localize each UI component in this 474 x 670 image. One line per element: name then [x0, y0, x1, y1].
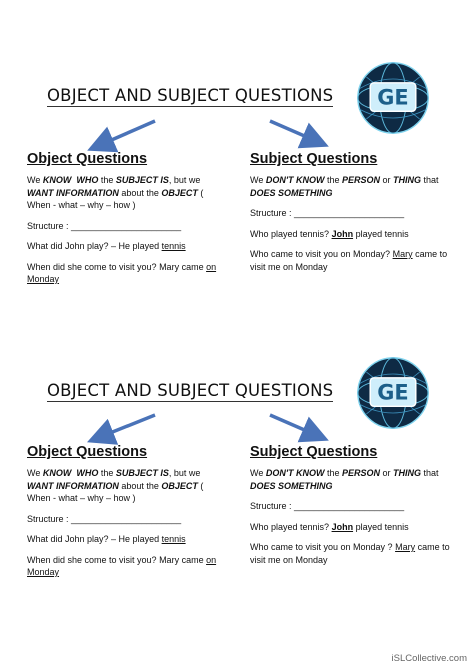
- subject-example-1: [250, 521, 450, 534]
- def-text: the: [324, 175, 342, 185]
- def-keyword: THING: [393, 468, 422, 478]
- def-keyword: SUBJECT IS: [115, 175, 169, 185]
- example-text: What did John play? – He played: [27, 534, 162, 544]
- watermark: iSLCollective.com: [391, 653, 467, 664]
- right-arrow-icon: [270, 415, 316, 435]
- structure-line: Structure : ______________________: [27, 513, 182, 524]
- object-definition: [27, 467, 227, 505]
- section-title: OBJECT AND SUBJECT QUESTIONS: [47, 86, 334, 105]
- structure-line: Structure : ______________________: [250, 208, 405, 218]
- object-questions-column: [27, 443, 227, 587]
- def-text: that: [421, 175, 439, 185]
- object-example-2: [27, 554, 227, 579]
- def-text: that: [421, 468, 439, 478]
- def-keyword: OBJECT: [161, 480, 198, 491]
- example-text: played tennis: [353, 521, 409, 532]
- globe-logo-icon: [355, 355, 431, 431]
- example-text: Who played tennis?: [250, 521, 332, 532]
- example-answer: on Monday: [27, 261, 217, 284]
- def-keyword: DON'T KNOW: [265, 175, 325, 185]
- example-text: When did she come to visit you? Mary came: [27, 554, 207, 565]
- def-text: the: [98, 175, 116, 185]
- example-text: Who played tennis?: [250, 228, 332, 239]
- subject-definition: [250, 467, 450, 492]
- subject-questions-heading: Subject Questions: [250, 444, 378, 460]
- def-keyword: KNOW: [42, 175, 72, 185]
- example-answer: John: [331, 228, 354, 239]
- right-arrow-icon: [270, 121, 316, 141]
- object-example-2: [27, 261, 227, 286]
- example-text: came to visit me on Monday: [250, 542, 450, 565]
- subject-example-2: [250, 541, 450, 566]
- subject-questions-column: [250, 443, 450, 574]
- example-answer: tennis: [161, 534, 186, 544]
- def-keyword: THING: [393, 175, 422, 185]
- subject-questions-heading: Subject Questions: [250, 151, 378, 167]
- globe-logo-icon: [355, 60, 431, 136]
- object-example-1: [27, 240, 227, 253]
- structure-line: Structure : ______________________: [250, 501, 405, 511]
- object-definition: [27, 174, 227, 212]
- def-text: or: [380, 175, 394, 185]
- def-keyword: PERSON: [342, 175, 381, 185]
- left-arrow-icon: [100, 121, 155, 145]
- structure-line: Structure : ______________________: [27, 220, 182, 231]
- left-arrow-icon: [100, 415, 155, 437]
- def-text: ( When - what – why – how ): [27, 480, 204, 503]
- def-text: , but we: [168, 175, 201, 185]
- logo-text: GE: [377, 380, 409, 405]
- example-answer: John: [331, 521, 354, 532]
- def-keyword: WHO: [76, 468, 99, 478]
- example-text: When did she come to visit you? Mary came: [27, 261, 207, 272]
- def-text: We: [27, 468, 43, 478]
- def-text: the: [98, 468, 116, 478]
- subject-example-1: [250, 228, 450, 241]
- def-text: ( When - what – why – how ): [27, 187, 204, 210]
- def-keyword: DOES SOMETHING: [250, 187, 333, 198]
- def-text: about the: [118, 187, 162, 198]
- def-keyword: WANT INFORMATION: [27, 480, 119, 491]
- subject-definition: [250, 174, 450, 199]
- logo-text: GE: [377, 85, 409, 110]
- example-text: Who came to visit you on Monday ?: [250, 542, 396, 552]
- example-text: Who came to visit you on Monday?: [250, 249, 393, 259]
- example-text: came to visit me on Monday: [250, 249, 448, 272]
- def-keyword: DOES SOMETHING: [250, 480, 333, 491]
- def-keyword: DON'T KNOW: [265, 468, 325, 478]
- object-example-1: [27, 533, 227, 546]
- def-text: the: [324, 468, 342, 478]
- example-text: What did John play? – He played: [27, 241, 162, 251]
- example-answer: Mary: [395, 542, 416, 552]
- section-title: OBJECT AND SUBJECT QUESTIONS: [47, 381, 334, 400]
- object-questions-heading: Object Questions: [27, 151, 148, 167]
- def-keyword: OBJECT: [161, 187, 198, 198]
- def-text: We: [250, 468, 266, 478]
- object-questions-column: [27, 150, 227, 294]
- def-text: about the: [118, 480, 162, 491]
- worksheet-section-top: [0, 60, 474, 360]
- subject-questions-column: [250, 150, 450, 281]
- def-keyword: WHO: [76, 175, 99, 185]
- example-answer: Mary: [392, 249, 413, 259]
- def-keyword: SUBJECT IS: [115, 468, 169, 478]
- example-text: played tennis: [353, 228, 409, 239]
- def-keyword: PERSON: [342, 468, 381, 478]
- def-text: , but we: [168, 468, 201, 478]
- subject-example-2: [250, 248, 450, 273]
- def-keyword: WANT INFORMATION: [27, 187, 119, 198]
- def-keyword: KNOW: [42, 468, 72, 478]
- def-text: We: [250, 175, 266, 185]
- def-text: We: [27, 175, 43, 185]
- object-questions-heading: Object Questions: [27, 444, 148, 460]
- worksheet-section-bottom: [0, 355, 474, 655]
- example-answer: on Monday: [27, 554, 217, 577]
- example-answer: tennis: [161, 241, 186, 251]
- def-text: or: [380, 468, 394, 478]
